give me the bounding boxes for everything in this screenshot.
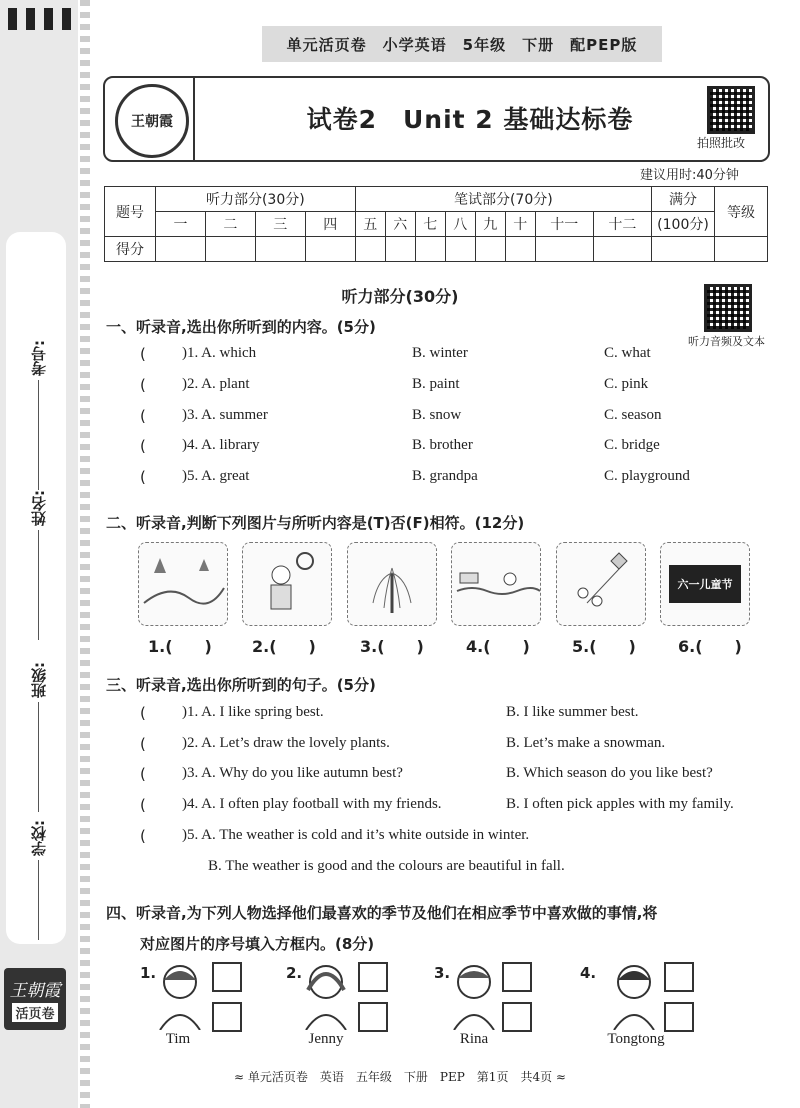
binding-marks [8,8,71,30]
list-item[interactable]: )1. A. I like spring best. [182,704,324,720]
qr-code-icon[interactable] [707,86,755,134]
answer-box[interactable] [502,1002,532,1032]
top-banner: 单元活页卷 小学英语 5年级 下册 配PEP版 [262,26,662,62]
person-name: Rina [459,1031,489,1047]
boy-avatar [150,960,210,1030]
tihao-label: 题号 [105,187,156,237]
swimming-picture [451,542,541,626]
river-picture [138,542,228,626]
perforation-edge [80,0,90,1108]
part2-heading: 二、听录音,判断下列图片与所听内容是(T)否(F)相符。(12分) [106,514,525,532]
listening-title: 听力部分(30分) [341,287,459,306]
list-item[interactable]: )5. A. great [182,468,250,484]
left-margin-strip [0,0,78,1108]
list-item[interactable]: )4. A. I often play football with my friends. [182,796,442,812]
banner-text: 六一儿童节 [669,565,741,603]
suggest-time: 建议用时:40分钟 [640,168,739,183]
defen-label: 得分 [105,237,156,262]
person-name: Jenny [308,1031,344,1047]
writing-header: 笔试部分(70分) [355,187,651,212]
answer-box[interactable] [502,962,532,992]
willow-tree-picture [347,542,437,626]
answer-box[interactable] [212,962,242,992]
person-name: Tim [165,1031,191,1047]
childrens-day-picture [660,542,750,626]
list-item[interactable]: )4. A. library [182,437,260,453]
qr-audio-label: 听力音频及文本 [688,335,765,348]
qr-code-icon[interactable] [704,284,752,332]
part1-heading: 一、听录音,选出你所听到的内容。(5分) [106,318,376,336]
girl-avatar [444,960,504,1030]
kite-picture [556,542,646,626]
picture-row [138,542,750,626]
kaohao-field[interactable]: 考号: [18,340,58,490]
list-item[interactable]: )3. A. Why do you like autumn best? [182,765,403,781]
answer-box[interactable] [664,1002,694,1032]
dengji-label: 等级 [715,187,768,237]
list-item[interactable]: )5. A. The weather is cold and it’s white outside in winter. [182,827,530,843]
list-item[interactable]: )3. A. summer [182,407,268,423]
sunny-boy-picture [242,542,332,626]
list-item[interactable]: )2. A. Let’s draw the lovely plants. [182,735,390,751]
page-footer: ≈ 单元活页卷 英语 五年级 下册 PEP 第1页 共4页 ≈ [234,1070,566,1084]
part4-heading-line1: 四、听录音,为下列人物选择他们最喜欢的季节及他们在相应季节中喜欢做的事情,将 [106,904,658,922]
listening-header: 听力部分(30分) [156,187,356,212]
answer-box[interactable] [358,962,388,992]
answer-box[interactable] [212,1002,242,1032]
name-field[interactable]: 姓名: [18,490,58,640]
class-field[interactable]: 班级: [18,662,58,812]
school-field[interactable]: 学校: [18,820,58,940]
answer-box[interactable] [664,962,694,992]
page-title: 试卷2 Unit 2 基础达标卷 [306,105,634,134]
part4-heading-line2: 对应图片的序号填入方框内。(8分) [140,935,375,953]
part3-heading: 三、听录音,选出你所听到的句子。(5分) [106,676,376,694]
girl-avatar [296,960,356,1030]
person-name: Tongtong [607,1031,665,1047]
score-table: 题号 听力部分(30分) 笔试部分(70分) 满分 等级 一 二 三 四 五 六 七 八 九 十 十一 十二 (100分) 得分 [104,186,768,262]
boy-avatar [604,960,664,1030]
list-item[interactable]: )2. A. plant [182,376,250,392]
manfen-label: 满分 [652,187,715,212]
list-item[interactable]: )1. A. which [182,345,257,361]
brand-logo: 王朝霞 活页卷 [4,968,66,1030]
title-box [103,76,770,162]
qr-label: 拍照批改 [697,136,746,150]
manfen-value: (100分) [652,212,715,237]
answer-box[interactable] [358,1002,388,1032]
brand-emblem: 王朝霞 [115,84,189,158]
